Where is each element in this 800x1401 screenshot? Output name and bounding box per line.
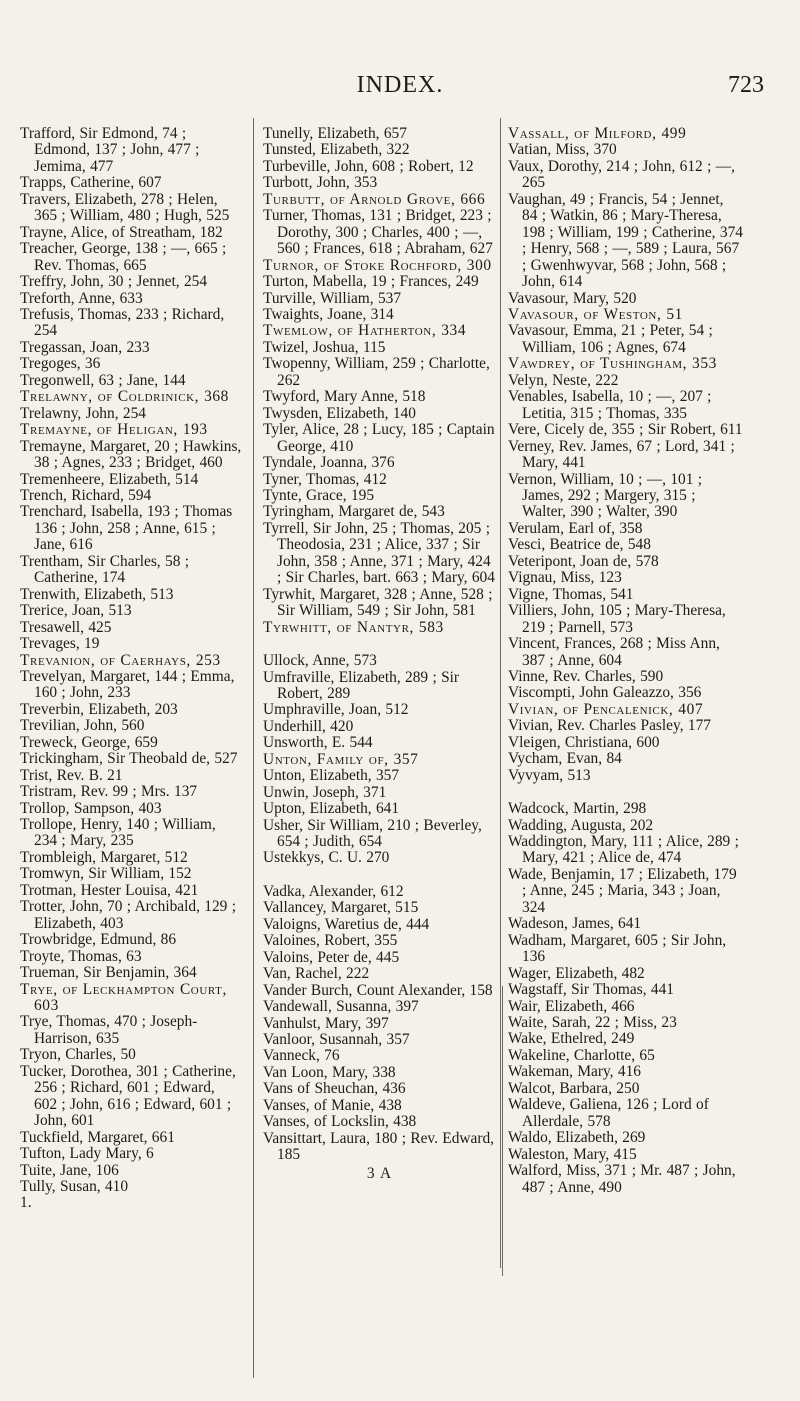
index-column-1 xyxy=(20,126,242,1212)
index-entry: Treweck, George, 659 xyxy=(20,733,158,751)
index-entry: Tunsted, Elizabeth, 322 xyxy=(263,141,410,159)
index-entry: Vans of Sheuchan, 436 xyxy=(263,1080,406,1098)
index-entry: Trickingham, Sir Theobald de, 527 xyxy=(20,750,238,768)
index-entry: Tremayne, of Heligan, 193 xyxy=(20,421,208,439)
index-entry: Trotter, John, 70 ; Archibald, 129 ; Elizabeth, 403 xyxy=(20,898,236,932)
index-entry: Treacher, George, 138 ; —, 665 ; Rev. Thomas, 665 xyxy=(20,240,227,274)
index-entry: Waddington, Mary, 111 ; Alice, 289 ; Mary, 421 ; Alice de, 474 xyxy=(508,833,739,867)
index-entry: Twyford, Mary Anne, 518 xyxy=(263,388,426,406)
index-entry: Vernon, William, 10 ; —, 101 ; James, 292 ; Margery, 315 ; Walter, 390 ; Walter, 390 xyxy=(508,470,703,521)
index-entry: Valoins, Peter de, 445 xyxy=(263,948,400,966)
index-entry: Ustekkys, C. U. 270 xyxy=(263,849,390,867)
index-entry: Waldo, Elizabeth, 269 xyxy=(508,1129,646,1147)
index-entry: Turnor, of Stoke Rochford, 300 xyxy=(263,256,492,274)
letter-section-gap xyxy=(263,636,496,653)
index-entry: Turbeville, John, 608 ; Robert, 12 xyxy=(263,157,474,175)
index-entry: Trayne, Alice, of Streatham, 182 xyxy=(20,223,223,241)
index-entry: Trenchard, Isabella, 193 ; Thomas 136 ; John, 258 ; Anne, 615 ; Jane, 616 xyxy=(20,503,233,554)
index-entry: Tyrwhitt, of Nantyr, 583 xyxy=(263,618,444,636)
index-entry: Tristram, Rev. 99 ; Mrs. 137 xyxy=(20,783,198,801)
index-entry: Trevages, 19 xyxy=(20,635,100,653)
index-entry: Verulam, Earl of, 358 xyxy=(508,519,643,537)
index-entry: Valoigns, Waretius de, 444 xyxy=(263,915,430,933)
index-entry: Viscompti, John Galeazzo, 356 xyxy=(508,684,702,702)
index-entry: Villiers, John, 105 ; Mary-Theresa, 219 ; Parnell, 573 xyxy=(508,602,726,636)
index-entry: Vansittart, Laura, 180 ; Rev. Edward, 185 xyxy=(263,1129,495,1164)
page-number: 723 xyxy=(728,72,764,98)
index-entry: Wagstaff, Sir Thomas, 441 xyxy=(508,981,674,999)
index-entry: Trollope, Henry, 140 ; William, 234 ; Mary, 235 xyxy=(20,816,216,850)
index-entry: Trapps, Catherine, 607 xyxy=(20,174,162,192)
index-entry: Walford, Miss, 371 ; Mr. 487 ; John, 487 ; Anne, 490 xyxy=(508,1162,736,1196)
index-entry: Vigne, Thomas, 541 xyxy=(508,585,634,603)
index-entry: Trelawny, John, 254 xyxy=(20,404,146,422)
index-entry: Usher, Sir William, 210 ; Beverley, 654 ; Judith, 654 xyxy=(263,816,482,851)
index-entry: Trombleigh, Margaret, 512 xyxy=(20,848,188,866)
index-entry: Waldeve, Galiena, 126 ; Lord of Allerdale, 578 xyxy=(508,1096,709,1130)
index-entry: Wakeman, Mary, 416 xyxy=(508,1063,641,1081)
index-entry: Walcot, Barbara, 250 xyxy=(508,1079,640,1097)
index-entry: Tregonwell, 63 ; Jane, 144 xyxy=(20,371,186,389)
index-entry: Vassall, of Milford, 499 xyxy=(508,125,687,142)
index-entry: Verney, Rev. James, 67 ; Lord, 341 ; Mary, 441 xyxy=(508,437,735,472)
index-entry: Venables, Isabella, 10 ; —, 207 ; Letitia, 315 ; Thomas, 335 xyxy=(508,388,712,422)
index-entry: Twemlow, of Hatherton, 334 xyxy=(263,322,467,340)
index-entry: Trye, of Leckhampton Court, 603 xyxy=(20,980,227,1015)
index-entry: Unton, Elizabeth, 357 xyxy=(263,767,400,785)
index-entry: Vanloor, Susannah, 357 xyxy=(263,1031,410,1049)
index-entry: Tunelly, Elizabeth, 657 xyxy=(263,125,407,142)
index-entry: Trench, Richard, 594 xyxy=(20,486,152,504)
index-entry: Tyrwhit, Margaret, 328 ; Anne, 528 ; Sir William, 549 ; Sir John, 581 xyxy=(263,585,493,620)
index-entry: Vivian, of Pencalenick, 407 xyxy=(508,700,704,718)
index-column-2 xyxy=(263,126,496,1182)
index-entry: Tyler, Alice, 28 ; Lucy, 185 ; Captain George, 410 xyxy=(263,421,495,455)
index-entry: Vavasour, of Weston, 51 xyxy=(508,305,683,323)
index-entry: Tucker, Dorothea, 301 ; Catherine, 256 ; Richard, 601 ; Edward, 602 ; John, 616 ; Edward, 601 ; John, 601 xyxy=(20,1062,236,1130)
index-entry: Travers, Elizabeth, 278 ; Helen, 365 ; William, 480 ; Hugh, 525 xyxy=(20,190,230,225)
index-entry: Trevanion, of Caerhays, 253 xyxy=(20,651,221,669)
index-entry: Tufton, Lady Mary, 6 xyxy=(20,1145,154,1163)
index-entry: Vanses, of Manie, 438 xyxy=(263,1096,402,1114)
index-entry: Treverbin, Elizabeth, 203 xyxy=(20,700,178,718)
index-entry: Ullock, Anne, 573 xyxy=(263,652,377,670)
index-entry: Wadcock, Martin, 298 xyxy=(508,800,647,818)
index-entry: Trueman, Sir Benjamin, 364 xyxy=(20,964,197,982)
index-entry: Van, Rachel, 222 xyxy=(263,965,370,983)
index-entry: Vander Burch, Count Alexander, 158 xyxy=(263,981,493,999)
index-entry: Tresawell, 425 xyxy=(20,618,112,636)
index-entry: Turner, Thomas, 131 ; Bridget, 223 ; Dorothy, 300 ; Charles, 400 ; —, 560 ; Frances, 618 ; Abraham, 627 xyxy=(263,207,493,258)
index-entry: Trevilian, John, 560 xyxy=(20,717,145,735)
index-entry: Tuite, Jane, 106 xyxy=(20,1161,119,1179)
index-entry: Trefusis, Thomas, 233 ; Richard, 254 xyxy=(20,305,225,340)
index-entry: Trelawny, of Coldrinick, 368 xyxy=(20,388,229,406)
index-entry: Twopenny, William, 259 ; Charlotte, 262 xyxy=(263,355,490,389)
index-entry: Vaux, Dorothy, 214 ; John, 612 ; —, 265 xyxy=(508,157,735,192)
index-entry: Wadham, Margaret, 605 ; Sir John, 136 xyxy=(508,931,727,966)
index-entry: Wade, Benjamin, 17 ; Elizabeth, 179 ; Anne, 245 ; Maria, 343 ; Joan, 324 xyxy=(508,865,737,916)
index-entry: Waite, Sarah, 22 ; Miss, 23 xyxy=(508,1014,677,1032)
index-entry: Unsworth, E. 544 xyxy=(263,734,373,752)
index-entry: Underhill, 420 xyxy=(263,717,354,735)
index-entry: Tregassan, Joan, 233 xyxy=(20,338,150,356)
index-entry: Tynte, Grace, 195 xyxy=(263,486,375,504)
index-entry: Vleigen, Christiana, 600 xyxy=(508,733,660,751)
index-entry: Wair, Elizabeth, 466 xyxy=(508,997,635,1015)
index-entry: Vere, Cicely de, 355 ; Sir Robert, 611 xyxy=(508,421,743,439)
index-entry: Tyndale, Joanna, 376 xyxy=(263,454,395,472)
index-entry: Turville, William, 537 xyxy=(263,289,402,307)
index-entry: Trentham, Sir Charles, 58 ; Catherine, 174 xyxy=(20,552,190,587)
index-entry: Trotman, Hester Louisa, 421 xyxy=(20,881,199,899)
index-entry: Unwin, Joseph, 371 xyxy=(263,783,387,801)
page-header xyxy=(0,72,800,102)
index-entry: Twaights, Joane, 314 xyxy=(263,305,394,323)
column-divider xyxy=(253,118,254,1378)
index-entry: Wager, Elizabeth, 482 xyxy=(508,964,645,982)
index-entry: Tully, Susan, 410 xyxy=(20,1178,129,1195)
index-entry: Trerice, Joan, 513 xyxy=(20,602,132,620)
index-entry: Wakeline, Charlotte, 65 xyxy=(508,1046,655,1064)
index-entry: 1. xyxy=(20,1194,32,1212)
index-entry: Wake, Ethelred, 249 xyxy=(508,1030,635,1048)
index-entry: Vatian, Miss, 370 xyxy=(508,141,617,159)
index-entry: Turbutt, of Arnold Grove, 666 xyxy=(263,190,486,208)
index-entry: Vivian, Rev. Charles Pasley, 177 xyxy=(508,717,711,735)
index-entry: Veteripont, Joan de, 578 xyxy=(508,552,659,570)
index-entry: Vanses, of Lockslin, 438 xyxy=(263,1113,417,1131)
index-entry: Vavasour, Mary, 520 xyxy=(508,289,637,307)
index-entry: Vycham, Evan, 84 xyxy=(508,750,622,768)
index-entry: Wadeson, James, 641 xyxy=(508,915,642,933)
index-entry: Umphraville, Joan, 512 xyxy=(263,701,409,719)
index-entry: Tuckfield, Margaret, 661 xyxy=(20,1128,175,1146)
signature-mark: 3 A xyxy=(366,1164,393,1182)
index-column-3 xyxy=(508,126,743,1196)
index-entry: Tremenheere, Elizabeth, 514 xyxy=(20,470,199,488)
index-entry: Upton, Elizabeth, 641 xyxy=(263,800,400,818)
index-entry: Vadka, Alexander, 612 xyxy=(263,882,404,900)
index-entry: Velyn, Neste, 222 xyxy=(508,371,619,389)
index-entry: Tregoges, 36 xyxy=(20,355,101,373)
index-entry: Vanhulst, Mary, 397 xyxy=(263,1014,389,1032)
index-entry: Tremayne, Margaret, 20 ; Hawkins, 38 ; Agnes, 233 ; Bridget, 460 xyxy=(20,437,242,472)
page-title: INDEX. xyxy=(356,72,444,98)
index-entry: Vyvyam, 513 xyxy=(508,766,591,784)
index-entry: Valoines, Robert, 355 xyxy=(263,932,398,950)
index-entry: Wadding, Augusta, 202 xyxy=(508,816,654,834)
index-entry: Vawdrey, of Tushingham, 353 xyxy=(508,355,717,373)
index-entry: Van Loon, Mary, 338 xyxy=(263,1063,396,1081)
index-entry: Trollop, Sampson, 403 xyxy=(20,799,162,817)
index-entry: Trenwith, Elizabeth, 513 xyxy=(20,585,174,603)
index-entry: Tryon, Charles, 50 xyxy=(20,1046,136,1064)
letter-section-gap xyxy=(263,867,496,884)
index-entry: Tyrrell, Sir John, 25 ; Thomas, 205 ; Theodosia, 231 ; Alice, 337 ; Sir John, 358 ; Anne, 371 ; Mary, 424 ; Sir Charles, bart. 663 ; Mary, 604 xyxy=(263,519,495,587)
index-entry: Turbott, John, 353 xyxy=(263,174,378,192)
index-entry: Vallancey, Margaret, 515 xyxy=(263,899,419,917)
index-entry: Twizel, Joshua, 115 xyxy=(263,338,386,356)
index-entry: Trist, Rev. B. 21 xyxy=(20,766,123,784)
index-entry: Trafford, Sir Edmond, 74 ; Edmond, 137 ; John, 477 ; Jemima, 477 xyxy=(20,125,200,175)
index-entry: Tromwyn, Sir William, 152 xyxy=(20,865,192,883)
index-entry: Twysden, Elizabeth, 140 xyxy=(263,404,416,422)
index-entry: Vanneck, 76 xyxy=(263,1047,340,1065)
index-entry: Umfraville, Elizabeth, 289 ; Sir Robert, 289 xyxy=(263,668,460,702)
index-entry: Trye, Thomas, 470 ; Joseph-Harrison, 635 xyxy=(20,1013,198,1047)
index-entry: Vinne, Rev. Charles, 590 xyxy=(508,667,664,685)
index-entry: Troyte, Thomas, 63 xyxy=(20,947,142,965)
index-entry: Vincent, Frances, 268 ; Miss Ann, 387 ; Anne, 604 xyxy=(508,635,720,669)
index-entry: Trowbridge, Edmund, 86 xyxy=(20,931,177,949)
index-entry: Trevelyan, Margaret, 144 ; Emma, 160 ; John, 233 xyxy=(20,667,235,702)
index-entry: Tyner, Thomas, 412 xyxy=(263,470,387,488)
index-entry: Vaughan, 49 ; Francis, 54 ; Jennet, 84 ; Watkin, 86 ; Mary-Theresa, 198 ; William, 199 ; Catherine, 374 ; Henry, 568 ; —, 589 ; Laura, 567 ; Gwenhwyvar, 568 ; John, 568 ; John, 614 xyxy=(508,190,743,291)
index-entry: Vandewall, Susanna, 397 xyxy=(263,998,419,1016)
index-entry: Unton, Family of, 357 xyxy=(263,750,419,768)
index-entry: Treforth, Anne, 633 xyxy=(20,289,143,307)
column-divider xyxy=(500,118,501,1268)
index-entry: Treffry, John, 30 ; Jennet, 254 xyxy=(20,273,208,291)
index-entry: Vesci, Beatrice de, 548 xyxy=(508,536,651,554)
index-entry: Vavasour, Emma, 21 ; Peter, 54 ; William, 106 ; Agnes, 674 xyxy=(508,322,713,356)
column-divider xyxy=(502,986,503,1276)
index-entry: Vignau, Miss, 123 xyxy=(508,569,622,587)
index-entry: Tyringham, Margaret de, 543 xyxy=(263,503,445,521)
index-entry: Turton, Mabella, 19 ; Frances, 249 xyxy=(263,273,479,291)
letter-section-gap xyxy=(508,784,743,801)
index-entry: Waleston, Mary, 415 xyxy=(508,1145,637,1163)
